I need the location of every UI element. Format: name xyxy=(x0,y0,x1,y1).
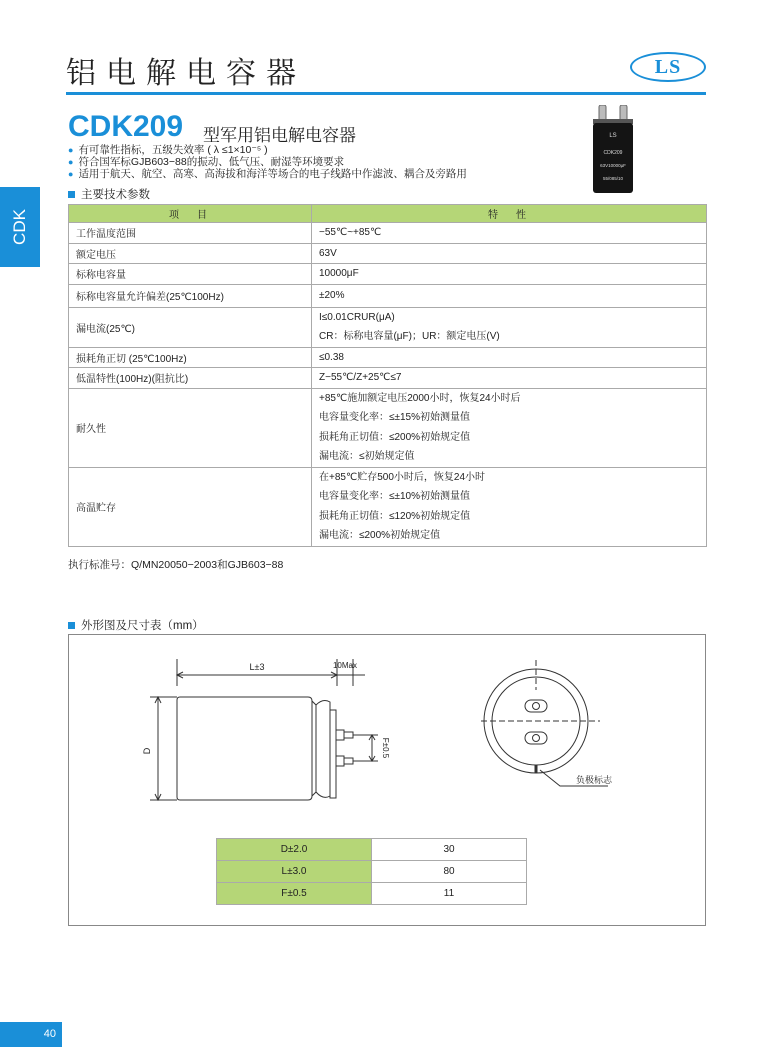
dimension-table xyxy=(216,838,527,905)
table-header-row xyxy=(69,205,707,223)
table-row xyxy=(69,368,707,389)
row-item: 损耗角正切 (25℃100Hz) xyxy=(69,347,312,368)
diameter-label: D xyxy=(142,747,152,755)
table-row xyxy=(69,347,707,368)
feature-item: ● 适用于航天、航空、高寒、高海拔和海洋等场合的电子线路中作滤波、耦合及旁路用 xyxy=(68,168,467,180)
row-value: 10000μF xyxy=(319,268,359,279)
product-model: CDK209 xyxy=(68,110,184,143)
header-characteristic: 特 性 xyxy=(312,205,707,223)
dim-value: 30 xyxy=(372,839,527,861)
feature-item: ● 符合国军标GJB603−88的振动、低气压、耐湿等环境要求 xyxy=(68,156,467,168)
photo-climatic: 55/085/10 xyxy=(602,176,624,181)
row-value: 漏电流：≤200%初始规定值 xyxy=(319,530,441,541)
row-value: 损耗角正切值：≤120%初始规定值 xyxy=(319,510,471,522)
side-tab xyxy=(0,187,40,267)
photo-logo: LS xyxy=(609,133,617,139)
f-dimension-label: F±0.5 xyxy=(381,737,390,759)
row-item: 标称电容量允许偏差(25℃100Hz) xyxy=(69,284,312,307)
table-row xyxy=(69,223,707,244)
row-value: ≤0.38 xyxy=(319,351,344,363)
square-bullet-icon xyxy=(68,622,75,629)
row-value: 在+85℃贮存500小时后，恢复24小时 xyxy=(319,471,486,483)
table-row xyxy=(69,243,707,264)
table-row xyxy=(69,284,707,307)
row-value: ±20% xyxy=(319,289,345,301)
dim-param: D±2.0 xyxy=(217,839,372,861)
row-value: 损耗角正切值：≤200%初始规定值 xyxy=(319,431,471,443)
standard-note: 执行标准号：Q/MN20050−2003和GJB603−88 xyxy=(68,559,284,571)
row-value: Z−55℃/Z+25℃≤7 xyxy=(319,372,402,383)
logo-text: LS xyxy=(654,55,682,78)
row-item: 耐久性 xyxy=(69,388,312,467)
capacitor-photo xyxy=(590,105,636,195)
table-row xyxy=(217,839,527,861)
row-value: 63V xyxy=(319,247,337,259)
product-subtitle: 型军用铝电解电容器 xyxy=(203,126,356,146)
row-value: 电容量变化率：≤±10%初始测量值 xyxy=(319,491,470,502)
table-row xyxy=(69,264,707,285)
row-item: 额定电压 xyxy=(69,243,312,264)
side-view-drawing xyxy=(140,650,410,820)
square-bullet-icon xyxy=(68,191,75,198)
page-number-tab xyxy=(0,1022,62,1047)
specs-section-label: 主要技术参数 xyxy=(81,189,150,201)
row-item: 工作温度范围 xyxy=(69,223,312,244)
specs-section-heading xyxy=(68,186,150,202)
table-row xyxy=(69,467,707,546)
dim-param: L±3.0 xyxy=(217,861,372,883)
page-title: 铝电解电容器 xyxy=(66,56,306,91)
feature-list xyxy=(68,144,467,180)
row-item: 高温贮存 xyxy=(69,467,312,546)
row-value: +85℃施加额定电压2000小时，恢复24小时后 xyxy=(319,392,521,404)
side-tab-label: CDK xyxy=(10,209,29,245)
row-item: 标称电容量 xyxy=(69,264,312,285)
row-item: 漏电流(25℃) xyxy=(69,307,312,347)
table-row xyxy=(69,388,707,467)
length-label: L±3 xyxy=(249,662,265,672)
photo-model: CDK209 xyxy=(603,150,623,156)
row-value: 电容量变化率：≤±15%初始测量值 xyxy=(319,412,470,423)
dims-section-heading xyxy=(68,617,204,633)
header-item: 项 目 xyxy=(69,205,312,223)
row-value: CR：标称电容量(μF)；UR：额定电压(V) xyxy=(319,331,500,342)
dims-section-label: 外形图及尺寸表（mm） xyxy=(81,620,204,632)
dim-param: F±0.5 xyxy=(217,883,372,905)
table-row xyxy=(217,883,527,905)
row-item: 低温特性(100Hz)(阻抗比) xyxy=(69,368,312,389)
brand-logo xyxy=(630,52,706,82)
dim-value: 80 xyxy=(372,861,527,883)
end-view-drawing xyxy=(480,650,640,800)
feature-item: ● 有可靠性指标，五级失效率 ( λ ≤1×10⁻⁵ ) xyxy=(68,144,467,156)
page-number: 40 xyxy=(43,1028,56,1040)
header-divider xyxy=(66,92,706,95)
table-row xyxy=(217,861,527,883)
row-value: 漏电流：≤初始规定值 xyxy=(319,451,415,462)
spec-table xyxy=(68,204,707,547)
photo-rating: 63V10000μF xyxy=(600,163,626,168)
max-label: 10Max xyxy=(332,661,358,670)
row-value: −55℃~+85℃ xyxy=(319,227,382,238)
polarity-label: 负极标志 xyxy=(576,775,613,785)
table-row xyxy=(69,307,707,347)
row-value: I≤0.01CRUR(μA) xyxy=(319,311,395,323)
dim-value: 11 xyxy=(372,883,527,905)
